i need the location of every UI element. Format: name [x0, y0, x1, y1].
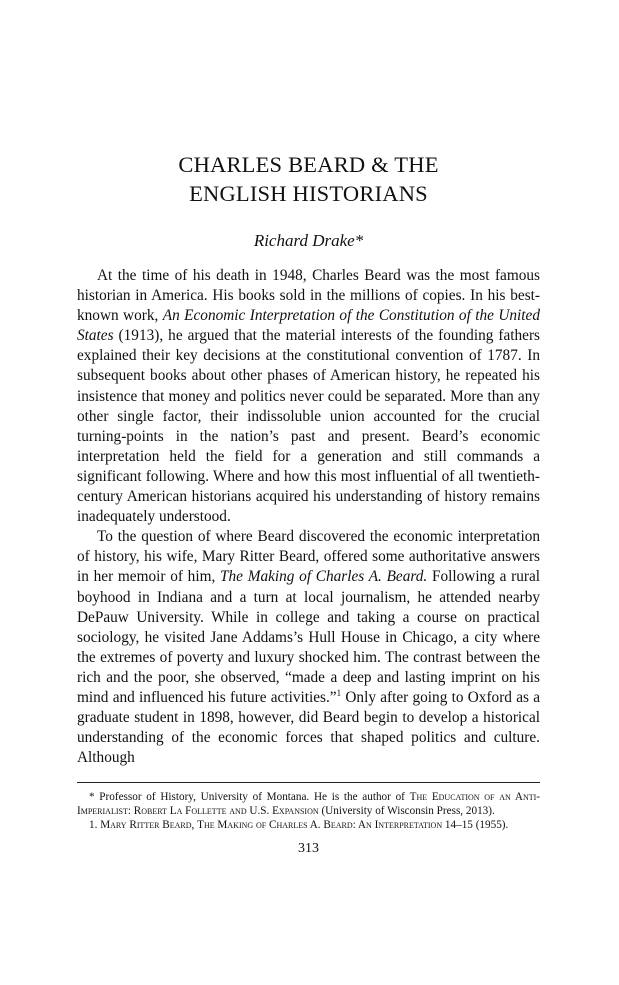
footnote-star-book-title: The Education of an Anti-Imperialist: Robert La Follette and U.S. Expansion — [77, 791, 540, 817]
footnote-1 — [77, 819, 540, 833]
footnote-ref-1[interactable]: 1 — [336, 687, 342, 698]
paragraph-1-text-b: (1913), he argued that the material interests of the founding fathers explained their key decisions at the constitutional convention of 1787. In subsequent books about other phases of American history, he repeated his insistence that money and politics never could be separated. More than any other single factor, their indissoluble union accounted for the crucial turning-points in the nation’s past and present. Beard’s economic interpretation held the field for a generation and still commands a significant following. Where and how this most influential of all twentieth-century American historians acquired his understanding of history remains inadequately understood. — [77, 327, 540, 526]
footnote-1-separator: , — [191, 818, 198, 831]
footnote-1-number: 1. — [89, 818, 98, 831]
article-body — [77, 266, 540, 768]
title-line-2: ENGLISH HISTORIANS — [189, 181, 428, 206]
footnote-star-mark: * — [89, 791, 95, 804]
page — [77, 150, 540, 857]
paragraph-2 — [77, 527, 540, 768]
paragraph-2-text-a: To the question of where Beard discovered the economic interpretation of history, his wife, Mary Ritter Beard, offered some authoritative answers in her memoir of him, — [77, 528, 540, 586]
footnote-1-author: Mary Ritter Beard — [100, 818, 192, 831]
paragraph-2-text-c: Only after going to Oxford as a graduate student in 1898, however, did Beard begin to develop a historical understanding of the economic forces that shaped politics and culture. Although — [77, 688, 540, 767]
footnote-1-book-title: The Making of Charles A. Beard: An Interpretation — [197, 818, 443, 831]
footnote-star — [77, 791, 540, 818]
title-line-1: CHARLES BEARD & THE — [178, 152, 439, 177]
footnotes — [77, 791, 540, 832]
paragraph-1-text-a: At the time of his death in 1948, Charles Beard was the most famous historian in America. His books sold in the millions of copies. In his best-known work, — [77, 267, 540, 325]
footnote-1-text: 14–15 (1955). — [442, 818, 509, 831]
author-byline: Richard Drake* — [253, 231, 364, 250]
article-title — [77, 150, 540, 208]
paragraph-2-text-b: Following a rural boyhood in Indiana and a turn at local journalism, he attended nearby DePauw University. While in college and taking a course on practical sociology, he visited Jane Addams’s Hull House in Chicago, a city where the extremes of poverty and luxury shocked him. The contrast between the rich and the poor, she observed, “made a deep and lasting imprint on his mind and influenced his future activities.” — [77, 568, 540, 706]
paragraph-1 — [77, 266, 540, 527]
paragraph-2-book-title: The Making of Charles A. Beard. — [220, 568, 428, 586]
page-number: 313 — [298, 841, 319, 857]
footnote-star-text-b: (University of Wisconsin Press, 2013). — [318, 804, 495, 817]
paragraph-1-book-title: An Economic Interpretation of the Constitution of the United States — [77, 307, 540, 345]
footnote-star-text-a: Professor of History, University of Montana. He is the author of — [94, 791, 410, 804]
footnote-divider — [77, 782, 540, 783]
